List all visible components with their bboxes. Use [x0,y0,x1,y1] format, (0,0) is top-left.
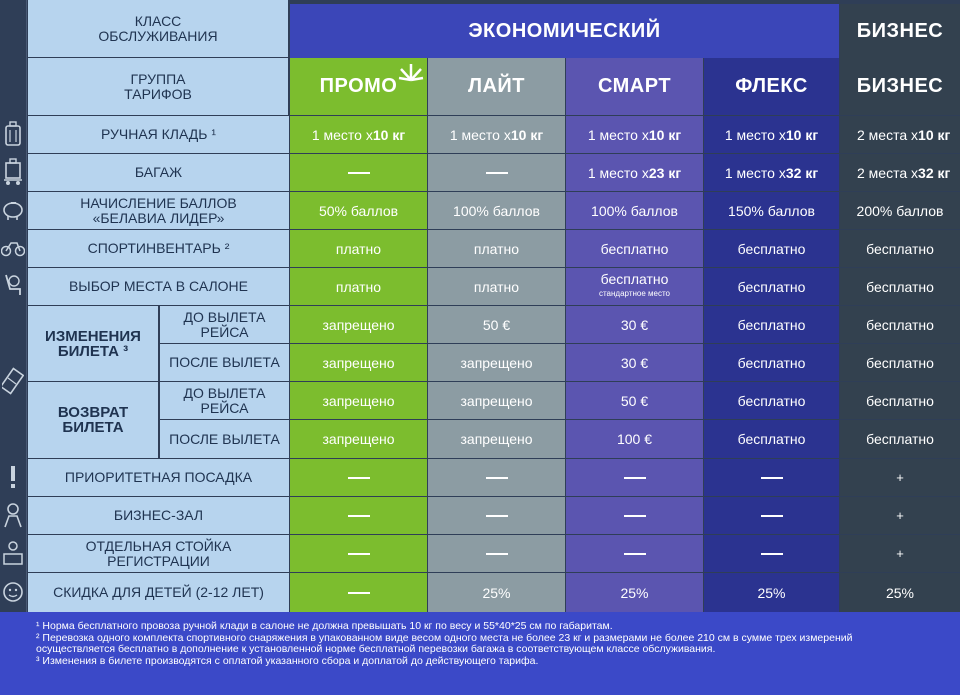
dash-mark [348,553,370,555]
hand-luggage-business: 2 места x 10 кг [857,126,951,143]
seat-flex: бесплатно [737,278,806,295]
checkin-business: + [896,546,904,561]
label-seat: ВЫБОР МЕСТА В САЛОНЕ [28,267,289,305]
baggage-business: 2 места x 32 кг [857,164,951,181]
lounge-business: + [896,508,904,523]
priority-promo [290,459,427,496]
footnote-2: ² Перевозка одного комплекта спортивного снаряжения в упакованном виде весом одного места не более 23 кг и размерами не более 210 см в сумме трех измерений [36,631,853,644]
refund-before-light: запрещено [460,392,533,409]
dash-mark [624,553,646,555]
label-hand-luggage: РУЧНАЯ КЛАДЬ ¹ [28,115,289,153]
dash-mark [486,515,508,517]
points-business: 200% баллов [856,202,944,219]
priority-light [428,459,565,496]
sport-light: платно [473,240,520,257]
dash-mark [348,477,370,479]
seat-smart-note: стандартное место [598,289,670,298]
changes-before-light: 50 € [482,316,511,333]
hand-luggage-promo: 1 место x 10 кг [311,126,406,143]
label-refund-before: ДО ВЫЛЕТА РЕЙСА [160,381,289,419]
dash-mark [761,515,783,517]
fare-light: ЛАЙТ [467,75,526,97]
label-points: НАЧИСЛЕНИЕ БАЛЛОВ «БЕЛАВИА ЛИДЕР» [28,191,289,229]
seat-light: платно [473,278,520,295]
seat-smart: бесплатно стандартное место [598,271,670,298]
refund-before-flex: бесплатно [737,392,806,409]
refund-after-promo: запрещено [322,431,395,447]
changes-after-promo: запрещено [322,354,395,371]
refund-before-business: бесплатно [866,392,934,409]
hand-luggage-flex: 1 место x 10 кг [724,126,819,143]
hand-luggage-smart: 1 место x 10 кг [587,126,682,143]
person-icon-cell [0,496,27,534]
label-lounge: БИЗНЕС-ЗАЛ [28,496,289,534]
changes-after-smart: 30 € [620,354,649,371]
checkin-promo [290,535,427,572]
piggy-bank-icon [1,199,25,221]
changes-after-business: бесплатно [866,354,934,371]
dash-mark [624,515,646,517]
fare-business: БИЗНЕС [856,75,944,97]
changes-before-business: бесплатно [866,316,934,333]
dash-mark [624,477,646,479]
checkin-desk-icon [2,540,24,566]
changes-after-flex: бесплатно [737,354,806,371]
suitcase-icon-cell [0,115,27,153]
checkin-light [428,535,565,572]
baggage-smart: 1 место x 23 кг [587,164,682,181]
footnote-1: ¹ Норма бесплатного провоза ручной клади в салоне не должна превышать 10 кг по весу и 55*40*25 см по габаритам. [36,620,613,632]
exclamation-icon [8,464,18,490]
sport-smart: бесплатно [600,240,669,257]
label-checkin: ОТДЕЛЬНАЯ СТОЙКА РЕГИСТРАЦИИ [28,534,289,572]
label-changes-after: ПОСЛЕ ВЫЛЕТА [160,343,289,381]
label-sport: СПОРТИНВЕНТАРЬ ² [28,229,289,267]
bicycle-icon [1,239,25,257]
child-face-icon [2,581,24,603]
checkin-flex [704,535,839,572]
dash-mark [486,172,508,174]
luggage-cart-icon [2,158,24,186]
priority-smart [566,459,703,496]
ticket-icon [2,366,24,398]
desk-icon-cell [0,534,27,572]
lounge-flex [704,497,839,534]
business-header: БИЗНЕС [840,4,960,58]
seat-icon-cell [0,267,27,305]
dash-mark [486,477,508,479]
lounge-smart [566,497,703,534]
priority-business: + [896,470,904,485]
kids-business: 25% [885,584,915,601]
refund-after-smart: 100 € [616,431,653,447]
seat-business: бесплатно [866,278,934,295]
fare-smart: СМАРТ [597,75,672,97]
label-baggage: БАГАЖ [28,153,289,191]
icon-column-top [0,0,27,115]
footnote-3: ³ Изменения в билете производятся с оплатой указанного сбора и доплатой до действующего тарифа. [36,654,539,667]
label-priority: ПРИОРИТЕТНАЯ ПОСАДКА [28,458,289,496]
seat-promo: платно [335,278,382,295]
sport-promo: платно [335,240,382,257]
dash-mark [761,553,783,555]
lounge-promo [290,497,427,534]
piggy-icon-cell [0,191,27,229]
changes-after-light: запрещено [460,354,533,371]
kids-light: 25% [482,584,511,601]
cart-icon-cell [0,153,27,191]
refund-after-light: запрещено [460,431,533,447]
refund-after-flex: бесплатно [737,431,806,447]
changes-before-promo: запрещено [322,316,395,333]
lounge-light [428,497,565,534]
exclamation-icon-cell [0,458,27,496]
refund-after-business: бесплатно [866,431,934,447]
group-label: ГРУППА ТАРИФОВ [28,58,289,115]
points-smart: 100% баллов [591,202,678,219]
person-icon [3,502,23,528]
dash-mark [348,592,370,594]
points-promo: 50% баллов [318,202,399,219]
refund-before-smart: 50 € [620,392,649,409]
seat-icon [2,273,24,299]
changes-before-flex: бесплатно [737,316,806,333]
dash-mark [348,515,370,517]
dash-mark [486,553,508,555]
child-icon-cell [0,572,27,612]
label-refund-after: ПОСЛЕ ВЫЛЕТА [160,419,289,458]
label-refund: ВОЗВРАТ БИЛЕТА [28,381,159,458]
checkin-smart [566,535,703,572]
label-kids: СКИДКА ДЛЯ ДЕТЕЙ (2-12 ЛЕТ) [28,572,289,612]
bike-icon-cell [0,229,27,267]
sport-flex: бесплатно [737,240,806,257]
sparkle-icon [398,60,424,82]
kids-promo [290,573,427,612]
sport-business: бесплатно [866,240,934,257]
dash-mark [348,172,370,174]
fare-flex: ФЛЕКС [735,75,808,97]
refund-before-promo: запрещено [322,392,395,409]
kids-smart: 25% [620,584,649,601]
points-light: 100% баллов [453,202,540,219]
footnotes [0,612,960,695]
suitcase-icon [3,121,23,147]
label-changes: ИЗМЕНЕНИЯ БИЛЕТА ³ [28,305,159,381]
baggage-flex: 1 место x 32 кг [724,164,819,181]
hand-luggage-light: 1 место x 10 кг [449,126,544,143]
baggage-light [428,154,565,191]
dash-mark [761,477,783,479]
footnote-2-cont: осуществляется бесплатно в дополнение к установленной норме бесплатной перевозки багажа в соответствующем классе обслуживания. [36,643,716,655]
kids-flex: 25% [757,584,786,601]
label-changes-before: ДО ВЫЛЕТА РЕЙСА [160,305,289,343]
changes-before-smart: 30 € [620,316,649,333]
points-flex: 150% баллов [728,202,815,219]
economy-header: ЭКОНОМИЧЕСКИЙ [290,4,839,58]
fare-promo: ПРОМО [319,75,398,97]
priority-flex [704,459,839,496]
ticket-icon-cell [0,305,27,458]
baggage-promo [290,154,427,191]
class-label: КЛАСС ОБСЛУЖИВАНИЯ [28,0,289,58]
